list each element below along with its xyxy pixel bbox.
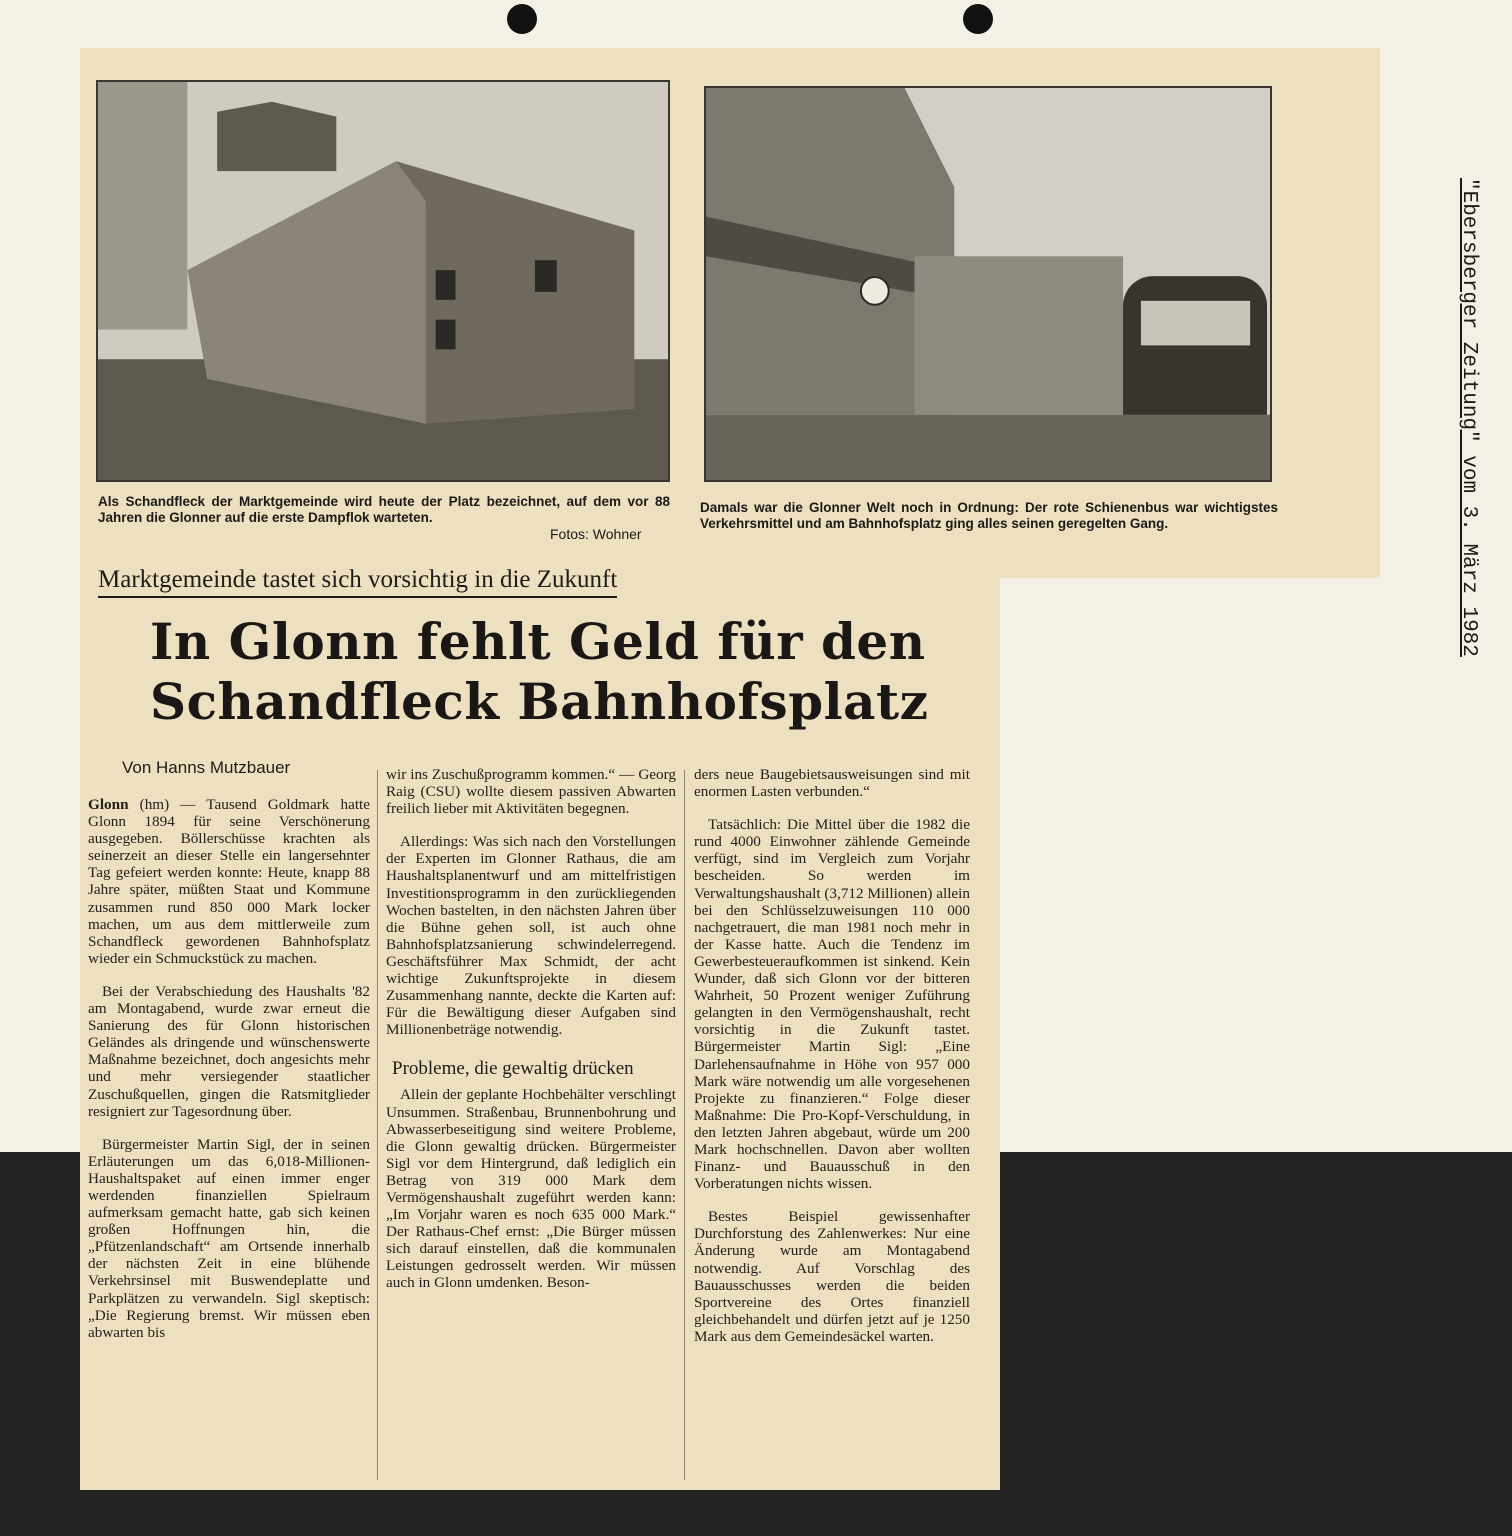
source-annotation: "Ebersberger Zeitung" vom 3. März 1982 [1457,178,1480,657]
article-byline: Von Hanns Mutzbauer [122,758,291,777]
photo-credit: Fotos: Wohner [550,526,642,542]
punch-hole [507,4,537,34]
paragraph: wir ins Zuschußprogramm kommen.“ — Georg Raig (CSU) wollte diesem passiven Abwarten freilich lieber mit Aktivitäten begegnen. [386,766,676,818]
paragraph: Allerdings: Was sich nach den Vorstellungen der Experten im Glonner Rathaus, die am Haushaltsplanentwurf und am mittelfristigen Investitionsprogramm in den zurückliegenden Wochen bastelten, in den nächsten Jahren über die Bühne gehen soll, ist auch ohne Bahnhofsplatzsanierung schwindelerregend. Geschäftsführer Max Schmidt, der acht wichtige Zukunftsprojekte in diesem Zusammenhang nannte, deckte die Karten auf: Für die Bewältigung dieser Aufgaben sind Millionenbeträge notwendig. [386,833,676,1039]
article-kicker: Marktgemeinde tastet sich vorsichtig in die Zukunft [98,566,617,598]
paragraph: Bestes Beispiel gewissenhafter Durchforstung des Zahlenwerkes: Nur eine Änderung wurde am Montagabend notwendig. Auf Vorschlag des Bauausschusses werden die beiden Sportvereine des Ortes finanziell gleichbehandelt und dürfen jetzt auf je 1250 Mark aus dem Gemeindesäckel warten. [694,1208,970,1345]
article-column-1 [88,796,370,1357]
paragraph: Allein der geplante Hochbehälter verschlingt Unsummen. Straßenbau, Brunnenbohrung und Abwasserbeseitigung sind weitere Probleme, die Glonn gewaltig drücken. Bürgermeister Sigl vor dem Hintergrund, daß lediglich ein Betrag von 319 000 Mark dem Vermögenshaushalt zugeführt werden kann: „Im Vorjahr waren es noch 635 000 Mark.“ Der Rathaus-Chef ernst: „Die Bürger müssen sich darauf einstellen, daß die kommunalen Leistungen gedrosselt werden. Wir müssen auch in Glonn umdenken. Beson- [386,1086,676,1292]
dateline: Glonn [88,796,129,813]
shed-illustration [98,82,668,480]
article-column-2 [386,766,676,1308]
left-photo-caption: Als Schandfleck der Marktgemeinde wird heute der Platz bezeichnet, auf dem vor 88 Jahren die Glonner auf die erste Dampflok warteten. [98,494,670,525]
column-rule [684,770,685,1480]
paragraph: ders neue Baugebietsausweisungen sind mit enormen Lasten verbunden.“ [694,766,970,801]
right-photo-caption: Damals war die Glonner Welt noch in Ordnung: Der rote Schienenbus war wichtigstes Verkehrsmittel und am Bahnhofsplatz ging alles seinen geregelten Gang. [700,500,1278,531]
article-column-3 [694,766,970,1361]
punch-hole [963,4,993,34]
photo-station [704,86,1272,482]
paragraph: Tatsächlich: Die Mittel über die 1982 die rund 4000 Einwohner zählende Gemeinde verfügt, sind im Vergleich zum Vorjahr bescheiden. So werden im Verwaltungshaushalt (3,712 Millionen) allein bei den Schlüsselzuweisungen 110 000 nachgetrauert, die man 1981 noch mehr in der Kasse hatte. Auch die Tendenz im Gewerbesteueraufkommen ist sinkend. Kein Wunder, daß sich Glonn vor der bitteren Wahrheit, 50 Prozent weniger Zuführung gelangten in den Vermögenshaushalt, recht vorsichtig in die Zukunft tastet. Bürgermeister Martin Sigl: „Eine Darlehensaufnahme in Höhe von 957 000 Mark wäre notwendig um alle vorgesehenen Projekte zu finanzieren.“ Folge dieser Maßnahme: Die Pro-Kopf-Verschuldung, in den letzten Jahren abgebaut, würde um 200 Mark hochschnellen. Davon aber wollten Finanz- und Bauausschuß in den Vorberatungen nichts wissen. [694,816,970,1193]
photo-shed [96,80,670,482]
paragraph: Glonn (hm) — Tausend Goldmark hatte Glonn 1894 für seine Verschönerung ausgegeben. Böllerschüsse krachten als seinerzeit an dieser Stelle ein langersehnter Tag gefeiert werden konnte: Heute, knapp 88 Jahre später, müßten Staat und Kommune zusammen rund 850 000 Mark locker machen, um aus dem mittlerweile zum Schandfleck gewordenen Bahnhofsplatz wieder ein Schmuckstück zu machen. [88,796,370,967]
paragraph: Bürgermeister Martin Sigl, der in seinen Erläuterungen um das 6,018-Millionen-Haushaltspaket auf einen immer enger werdenden finanziellen Spielraum aufmerksam gemacht hatte, gab sich keinen großen Hoffnungen hin, die „Pfützenlandschaft“ am Ortsende innerhalb der nächsten Zeit in eine blühende Verkehrsinsel mit Buswendeplatte und Parkplätzen zu verwandeln. Sigl skeptisch: „Die Regierung bremst. Wir müssen eben abwarten bis [88,1135,370,1341]
column-rule [377,770,378,1480]
article-headline: In Glonn fehlt Geld für den Schandfleck Bahnhofsplatz [150,612,929,731]
station-illustration [706,88,1270,480]
paragraph: Bei der Verabschiedung des Haushalts '82 am Montagabend, wurde zwar erneut die Sanierung des für Glonn historischen Geländes als dringende und wünschenswerte Maßnahme bezeichnet, doch angesichts mehr und mehr versiegender staatlicher Zuschußquellen, gingen die Ratsmitglieder resigniert zur Tagesordnung über. [88,982,370,1120]
subheading: Probleme, die gewaltig drücken [392,1058,634,1080]
